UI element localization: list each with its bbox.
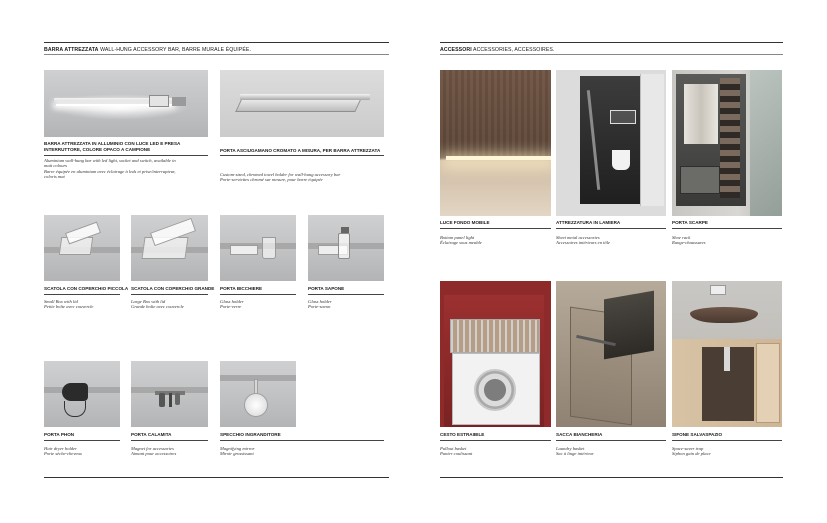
- bottom-rule-left: [44, 477, 389, 478]
- mirror-label: SPECCHIO INGRANDITORE: [220, 432, 281, 437]
- shoe-rack-desc-line2: Range-chaussures: [672, 240, 706, 246]
- laundry-basket-desc-line2: Sac à linge intérieur: [556, 451, 594, 457]
- glass-holder-label-rule: [220, 294, 296, 295]
- top-rule-right: [440, 42, 783, 43]
- mirror-shape: [244, 393, 268, 417]
- mirror-desc: [220, 446, 254, 457]
- towel-holder-label-rule: [220, 155, 384, 156]
- glass-holder-photo: [220, 215, 296, 281]
- right-section-title-bold: ACCESSORI: [440, 47, 472, 53]
- siphon-label: SIFONE SALVASPAZIO: [672, 432, 723, 437]
- glass-holder-desc-line1: Glass holder: [220, 299, 244, 304]
- large-box-desc-line2: Grande boîte avec couvercle: [131, 304, 184, 310]
- small-box-desc-line1: Small Box with lid: [44, 299, 78, 304]
- magnet-desc: [131, 446, 176, 457]
- small-box-desc-line2: Petite boîte avec couvercle: [44, 304, 94, 310]
- led-bar-label-rule: [44, 155, 208, 156]
- hair-dryer-shape: [62, 383, 88, 401]
- laundry-bag-shape: [604, 291, 654, 360]
- large-box-desc: [131, 299, 184, 310]
- shoe-rack-label-rule: [672, 228, 782, 229]
- sheet-metal-desc-line1: Sheet metal accessories: [556, 235, 600, 240]
- led-bar-label-line2: INTERRUTTORE, COLORE OPACO A CAMPIONE: [44, 147, 151, 152]
- large-box-photo: [131, 215, 208, 281]
- mirror-desc-line1: Magnifying mirror: [220, 446, 255, 451]
- glass-holder-desc: [220, 299, 244, 310]
- dispenser-pump-shape: [341, 227, 349, 233]
- holder-shape: [230, 245, 258, 255]
- siphon-desc: [672, 446, 711, 457]
- bottom-light-desc-line2: Éclairage sous meuble: [440, 240, 482, 246]
- hair-dryer-label-rule: [44, 440, 120, 441]
- mirror-photo: [220, 361, 296, 427]
- bottom-light-photo: [440, 70, 551, 216]
- bucket-shape: [612, 150, 630, 170]
- rail-shape: [220, 375, 296, 381]
- shelf-basket-shape: [610, 110, 636, 124]
- bottom-light-desc-line1: Bottom panel light: [440, 235, 475, 240]
- led-bar-desc-line4: coloris mat: [44, 174, 65, 180]
- siphon-photo: [672, 281, 782, 427]
- magnet-label-rule: [131, 440, 208, 441]
- left-section-title-rest: WALL-HUNG ACCESSORY BAR, BARRE MURALE ÉQUIPÉE.: [98, 47, 252, 53]
- dispenser-shape: [338, 233, 350, 259]
- laundry-basket-label-rule: [556, 440, 666, 441]
- pullout-basket-desc-line1: Pullout basket: [440, 446, 467, 451]
- magnet-desc-line2: Aimant pour accessoires: [131, 451, 177, 457]
- soap-holder-desc-line2: Porte-savon: [308, 304, 331, 310]
- sheet-metal-label: ATTREZZATURA IN LAMIERA: [556, 220, 621, 225]
- bottom-light-desc: [440, 235, 482, 246]
- soap-holder-desc-line1: Glass holder: [308, 299, 332, 304]
- sub-rule-left: [44, 54, 389, 55]
- hair-dryer-label: PORTA PHON: [44, 432, 75, 437]
- hair-dryer-photo: [44, 361, 120, 427]
- soap-holder-label-rule: [308, 294, 384, 295]
- towel-holder-desc-line2: Porte-serviettes chromé sur mesure, pour barre équipée: [220, 177, 323, 183]
- towel-rail-shape: [235, 100, 361, 112]
- glass-shape: [262, 237, 276, 259]
- bottom-light-label: LUCE FONDO MOBILE: [440, 220, 490, 225]
- magnet-photo: [131, 361, 208, 427]
- pullout-basket-label-rule: [440, 440, 551, 441]
- small-box-label-rule: [44, 294, 120, 295]
- towel-holder-label: [220, 148, 380, 154]
- large-box-label-rule: [131, 294, 208, 295]
- large-box-label: SCATOLA CON COPERCHIO GRANDE: [131, 286, 215, 291]
- sheet-metal-photo: [556, 70, 666, 216]
- hair-dryer-desc-line1: Hair dryer holder: [44, 446, 77, 451]
- right-section-title-rest: ACCESSORIES, ACCESSOIRES.: [471, 47, 555, 53]
- towel-holder-photo: [220, 70, 384, 137]
- siphon-label-rule: [672, 440, 782, 441]
- magnet-desc-line1: Magnet for accessories: [131, 446, 174, 451]
- cabinet-door-shape: [640, 74, 664, 206]
- cabinet-grain-shape: [440, 70, 551, 158]
- pullout-basket-label: CESTO ESTRAIBILE: [440, 432, 485, 437]
- shoe-rack-photo: [672, 70, 782, 216]
- left-section-title-bold: BARRA ATTREZZATA: [44, 47, 99, 53]
- laundry-basket-photo: [556, 281, 666, 427]
- led-bar-desc: [44, 158, 176, 180]
- pullout-basket-desc: [440, 446, 472, 457]
- basket-shape: [450, 319, 540, 353]
- tweezers-shape: [169, 393, 172, 407]
- scissors-shape: [159, 393, 165, 407]
- vanity-open-door-shape: [756, 343, 780, 423]
- small-box-photo: [44, 215, 120, 281]
- left-section-title: [44, 47, 251, 53]
- glass-holder-label: PORTA BICCHIERE: [220, 286, 263, 291]
- hair-dryer-desc: [44, 446, 82, 457]
- hair-dryer-desc-line2: Porte sèche-cheveux: [44, 451, 82, 457]
- large-box-desc-line1: Large Box with lid: [131, 299, 166, 304]
- small-box-desc: [44, 299, 93, 310]
- towel-holder-desc-line1: Custom-sized, chromed towel holder for wall-hung accessory bar: [220, 172, 341, 177]
- shoe-column-shape: [720, 78, 740, 198]
- pullout-basket-photo: [440, 281, 551, 427]
- sheet-metal-desc-line2: Accessoires intérieurs en tôle: [556, 240, 611, 246]
- pullout-basket-desc-line2: Panier coulissant: [440, 451, 473, 457]
- top-rule-left: [44, 42, 389, 43]
- sheet-metal-label-rule: [556, 228, 666, 229]
- hanging-clothes-shape: [684, 84, 718, 144]
- sheet-metal-desc: [556, 235, 610, 246]
- right-section-title: [440, 47, 555, 53]
- led-bar-desc-line1: Aluminium wall-hung bar with led light, socket and switch, available in: [44, 158, 176, 163]
- small-box-label: SCATOLA CON COPERCHIO PICCOLA: [44, 286, 129, 291]
- wall-panel-shape: [750, 70, 782, 216]
- towel-holder-desc: [220, 172, 340, 183]
- led-bar-photo: [44, 70, 208, 137]
- magnet-label: PORTA CALAMITA: [131, 432, 172, 437]
- soap-holder-label: PORTA SAPONE: [308, 286, 345, 291]
- bar-end-shape: [172, 97, 186, 106]
- drawer-shape: [680, 166, 720, 194]
- towel-holder-label-line1: PORTA ASCIUGAMANO CROMATO A MISURA, PER BARRA ATTREZZATA: [220, 148, 381, 153]
- clipper-shape: [175, 393, 180, 405]
- led-bar-desc-line3: Barre équipée en aluminium avec éclairage à leds et prise/interrupteur,: [44, 168, 176, 174]
- cabinet-light-shape: [446, 156, 551, 160]
- shoe-rack-desc-line1: Shoe rack: [672, 235, 691, 240]
- hair-dryer-cord-shape: [64, 401, 86, 417]
- siphon-pipe-shape: [724, 347, 730, 371]
- led-bar-label: [44, 141, 180, 153]
- washer-door-shape: [474, 369, 516, 411]
- bottom-light-label-rule: [440, 228, 551, 229]
- sub-rule-right: [440, 54, 783, 55]
- led-bar-label-line1: BARRA ATTREZZATA IN ALLUMINIO CON LUCE LED E PRESA: [44, 141, 181, 146]
- led-bar-desc-line2: matt colours: [44, 163, 68, 169]
- faucet-shape: [710, 285, 726, 295]
- basin-shape: [690, 307, 758, 323]
- shoe-rack-desc: [672, 235, 706, 246]
- socket-shape: [149, 95, 169, 107]
- soap-holder-photo: [308, 215, 384, 281]
- glass-holder-desc-line2: Porte-verre: [220, 304, 242, 310]
- siphon-desc-line2: Siphon gain de place: [672, 451, 711, 457]
- mirror-label-rule: [220, 440, 384, 441]
- mirror-desc-line2: Miroir grossissant: [220, 451, 254, 457]
- soap-holder-desc: [308, 299, 332, 310]
- bottom-rule-right: [440, 477, 783, 478]
- siphon-desc-line1: Space-saver trap: [672, 446, 704, 451]
- laundry-basket-desc-line1: Laundry basket: [556, 446, 585, 451]
- laundry-basket-label: SACCA BIANCHERIA: [556, 432, 603, 437]
- shoe-rack-label: PORTA SCARPE: [672, 220, 708, 225]
- laundry-basket-desc: [556, 446, 594, 457]
